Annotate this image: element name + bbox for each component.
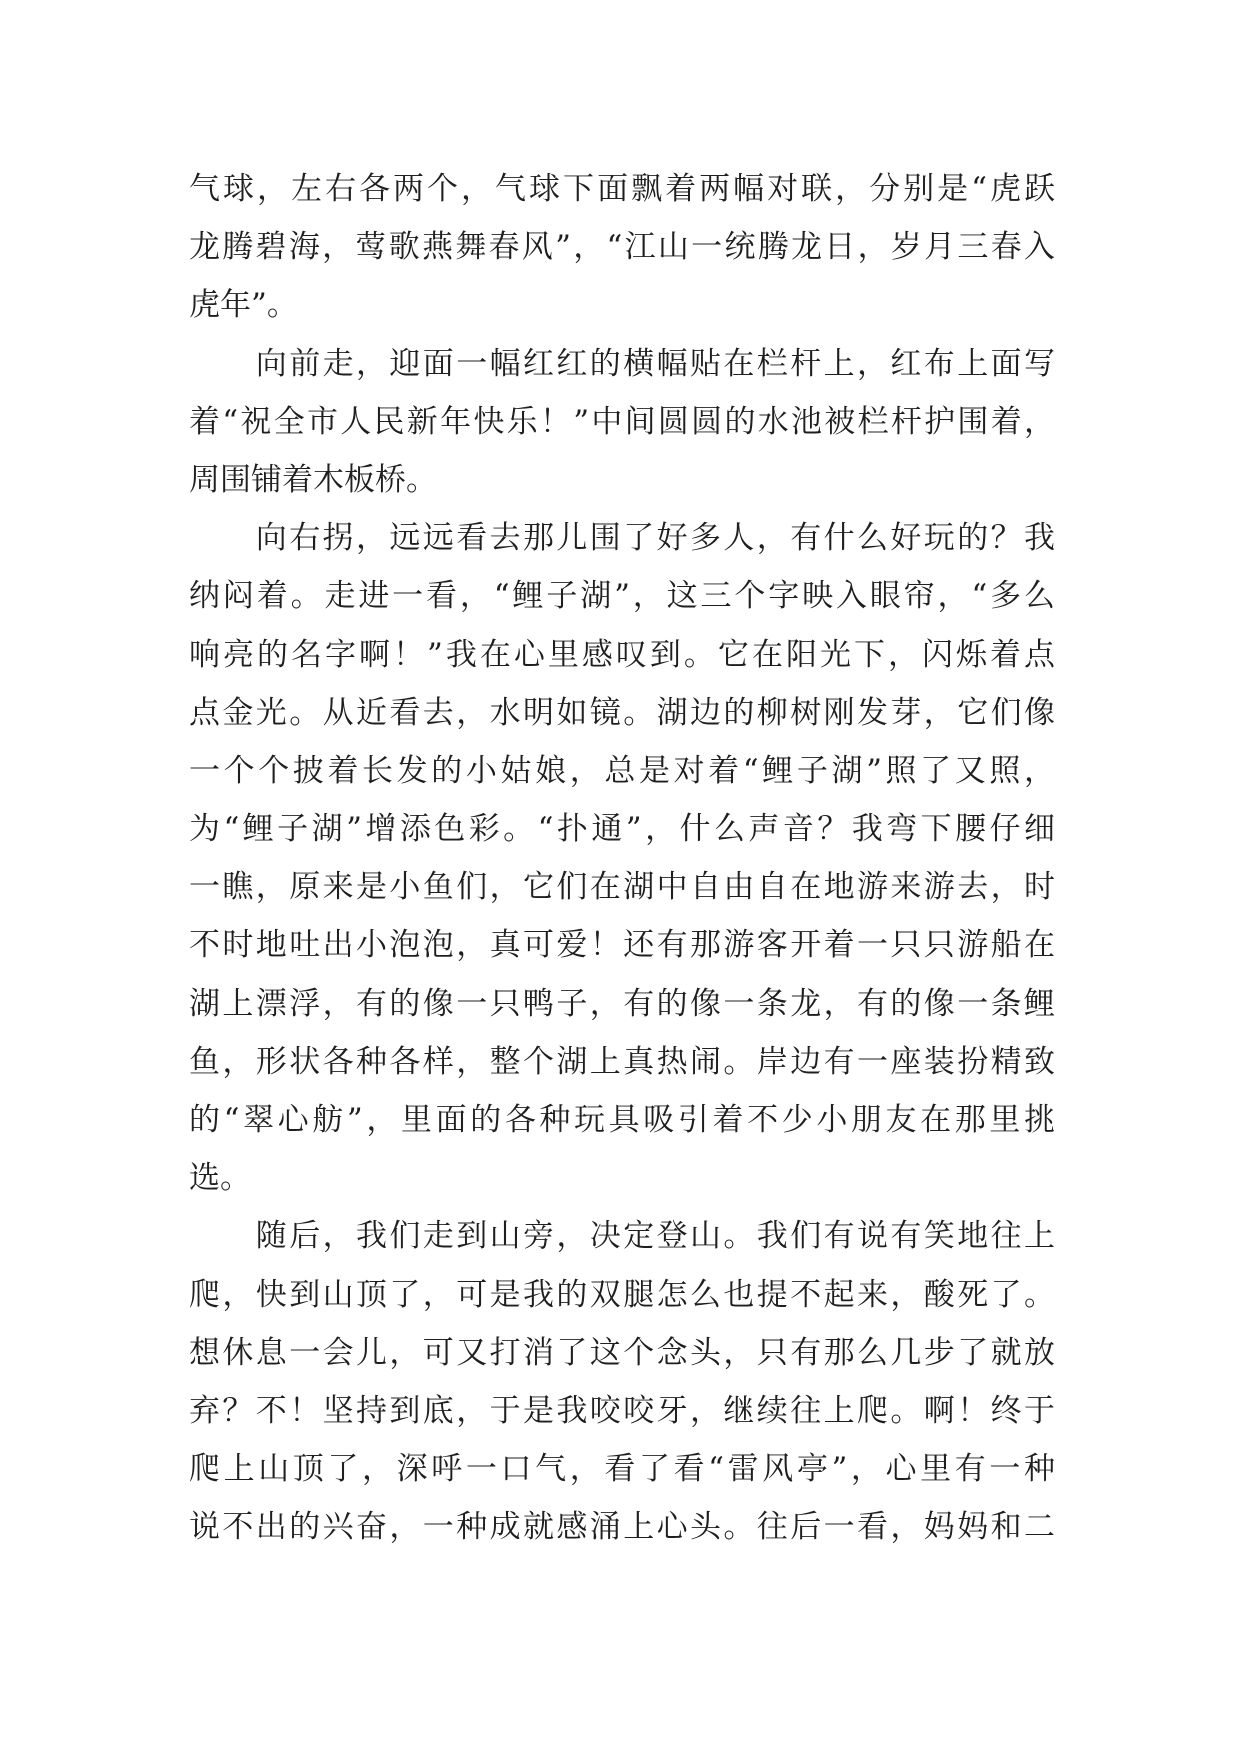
text-line: 为“鲤子湖”增添色彩。“扑通”，什么声音？我弯下腰仔细 xyxy=(189,811,1055,848)
text-line: 弃？不！坚持到底，于是我咬咬牙，继续往上爬。啊！终于 xyxy=(189,1392,1055,1429)
text-line: 响亮的名字啊！”我在心里感叹到。它在阳光下，闪烁着点 xyxy=(189,636,1055,673)
article-body xyxy=(189,160,1055,1557)
text-line: 向右拐，远远看去那儿围了好多人，有什么好玩的？我 xyxy=(189,520,1055,557)
text-line: 龙腾碧海，莺歌燕舞春风”，“江山一统腾龙日，岁月三春入 xyxy=(189,229,1055,266)
text-line: 周围铺着木板桥。 xyxy=(189,461,437,498)
text-line: 想休息一会儿，可又打消了这个念头，只有那么几步了就放 xyxy=(189,1334,1055,1371)
text-line: 说不出的兴奋，一种成就感涌上心头。往后一看，妈妈和二 xyxy=(189,1509,1055,1546)
text-line: 纳闷着。走进一看，“鲤子湖”，这三个字映入眼帘，“多么 xyxy=(189,578,1055,615)
text-line: 爬上山顶了，深呼一口气，看了看“雷风亭”，心里有一种 xyxy=(189,1451,1055,1488)
text-line: 点金光。从近看去，水明如镜。湖边的柳树刚发芽，它们像 xyxy=(189,694,1055,731)
text-line: 选。 xyxy=(189,1160,251,1197)
text-line: 随后，我们走到山旁，决定登山。我们有说有笑地往上 xyxy=(189,1218,1055,1255)
text-line: 湖上漂浮，有的像一只鸭子，有的像一条龙，有的像一条鲤 xyxy=(189,985,1055,1022)
text-line: 着“祝全市人民新年快乐！”中间圆圆的水池被栏杆护围着， xyxy=(189,403,1055,440)
text-line: 一瞧，原来是小鱼们，它们在湖中自由自在地游来游去，时 xyxy=(189,869,1055,906)
text-line: 爬，快到山顶了，可是我的双腿怎么也提不起来，酸死了。 xyxy=(189,1276,1055,1313)
text-line: 气球，左右各两个，气球下面飘着两幅对联，分别是“虎跃 xyxy=(189,171,1055,207)
text-line: 不时地吐出小泡泡，真可爱！还有那游客开着一只只游船在 xyxy=(189,927,1055,964)
text-line: 的“翠心舫”，里面的各种玩具吸引着不少小朋友在那里挑 xyxy=(189,1102,1055,1138)
text-line: 虎年”。 xyxy=(189,287,298,324)
text-line: 向前走，迎面一幅红红的横幅贴在栏杆上，红布上面写 xyxy=(189,345,1055,382)
text-line: 一个个披着长发的小姑娘，总是对着“鲤子湖”照了又照， xyxy=(189,752,1055,789)
text-line: 鱼，形状各种各样，整个湖上真热闹。岸边有一座装扮精致 xyxy=(189,1043,1055,1080)
